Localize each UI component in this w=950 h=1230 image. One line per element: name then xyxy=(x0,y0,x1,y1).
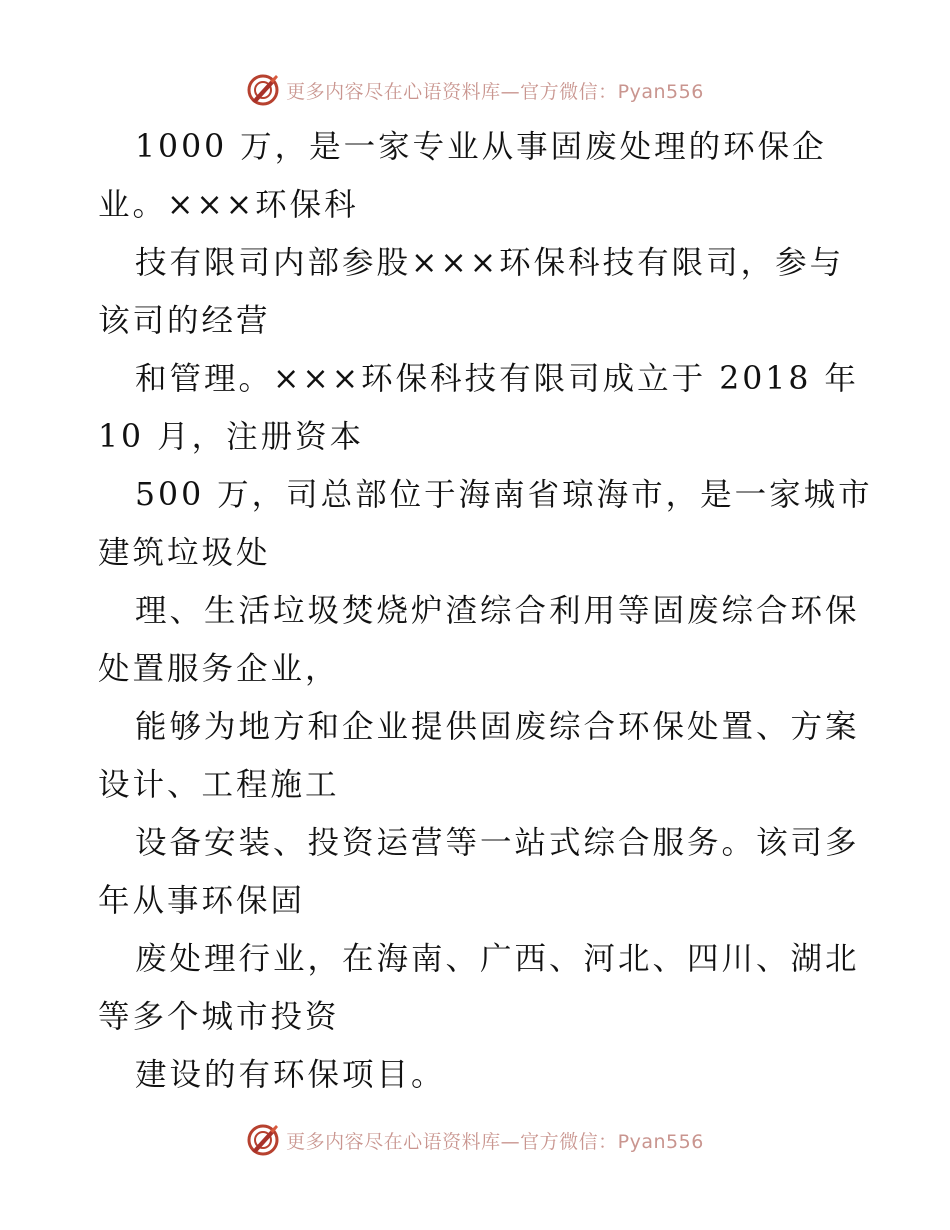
text-line: 建设的有环保项目。 xyxy=(135,1057,446,1093)
text-line: 10 月，注册资本 xyxy=(98,419,365,455)
text-line: 设计、工程施工 xyxy=(98,767,340,803)
text-line: 和管理。×××环保科技有限司成立于 2018 年 xyxy=(135,361,859,397)
document-body xyxy=(98,118,873,1104)
watermark-text: 更多内容尽在心语资料库—官方微信：Pyan556 xyxy=(286,1130,704,1153)
text-line: 废处理行业，在海南、广西、河北、四川、湖北 xyxy=(135,941,860,977)
text-line: 能够为地方和企业提供固废综合环保处置、方案 xyxy=(135,709,860,745)
text-line: 等多个城市投资 xyxy=(98,999,340,1035)
text-line: 业。×××环保科 xyxy=(98,187,359,223)
quill-seal-logo-icon xyxy=(246,1123,280,1157)
text-line: 该司的经营 xyxy=(98,303,271,339)
text-line: 处置服务企业， xyxy=(98,651,340,687)
text-line: 500 万，司总部位于海南省琼海市，是一家城市 xyxy=(135,477,873,513)
text-line: 年从事环保固 xyxy=(98,883,306,919)
text-line: 理、生活垃圾焚烧炉渣综合利用等固废综合环保 xyxy=(135,593,860,629)
text-line: 技有限司内部参股×××环保科技有限司，参与 xyxy=(135,245,845,281)
text-line: 1000 万，是一家专业从事固废处理的环保企 xyxy=(135,129,827,165)
header-watermark xyxy=(0,70,950,110)
text-line: 设备安装、投资运营等一站式综合服务。该司多 xyxy=(135,825,860,861)
watermark-text: 更多内容尽在心语资料库—官方微信：Pyan556 xyxy=(286,80,704,103)
quill-seal-logo-icon xyxy=(246,73,280,107)
text-line: 建筑垃圾处 xyxy=(98,535,271,571)
footer-watermark xyxy=(0,1120,950,1160)
